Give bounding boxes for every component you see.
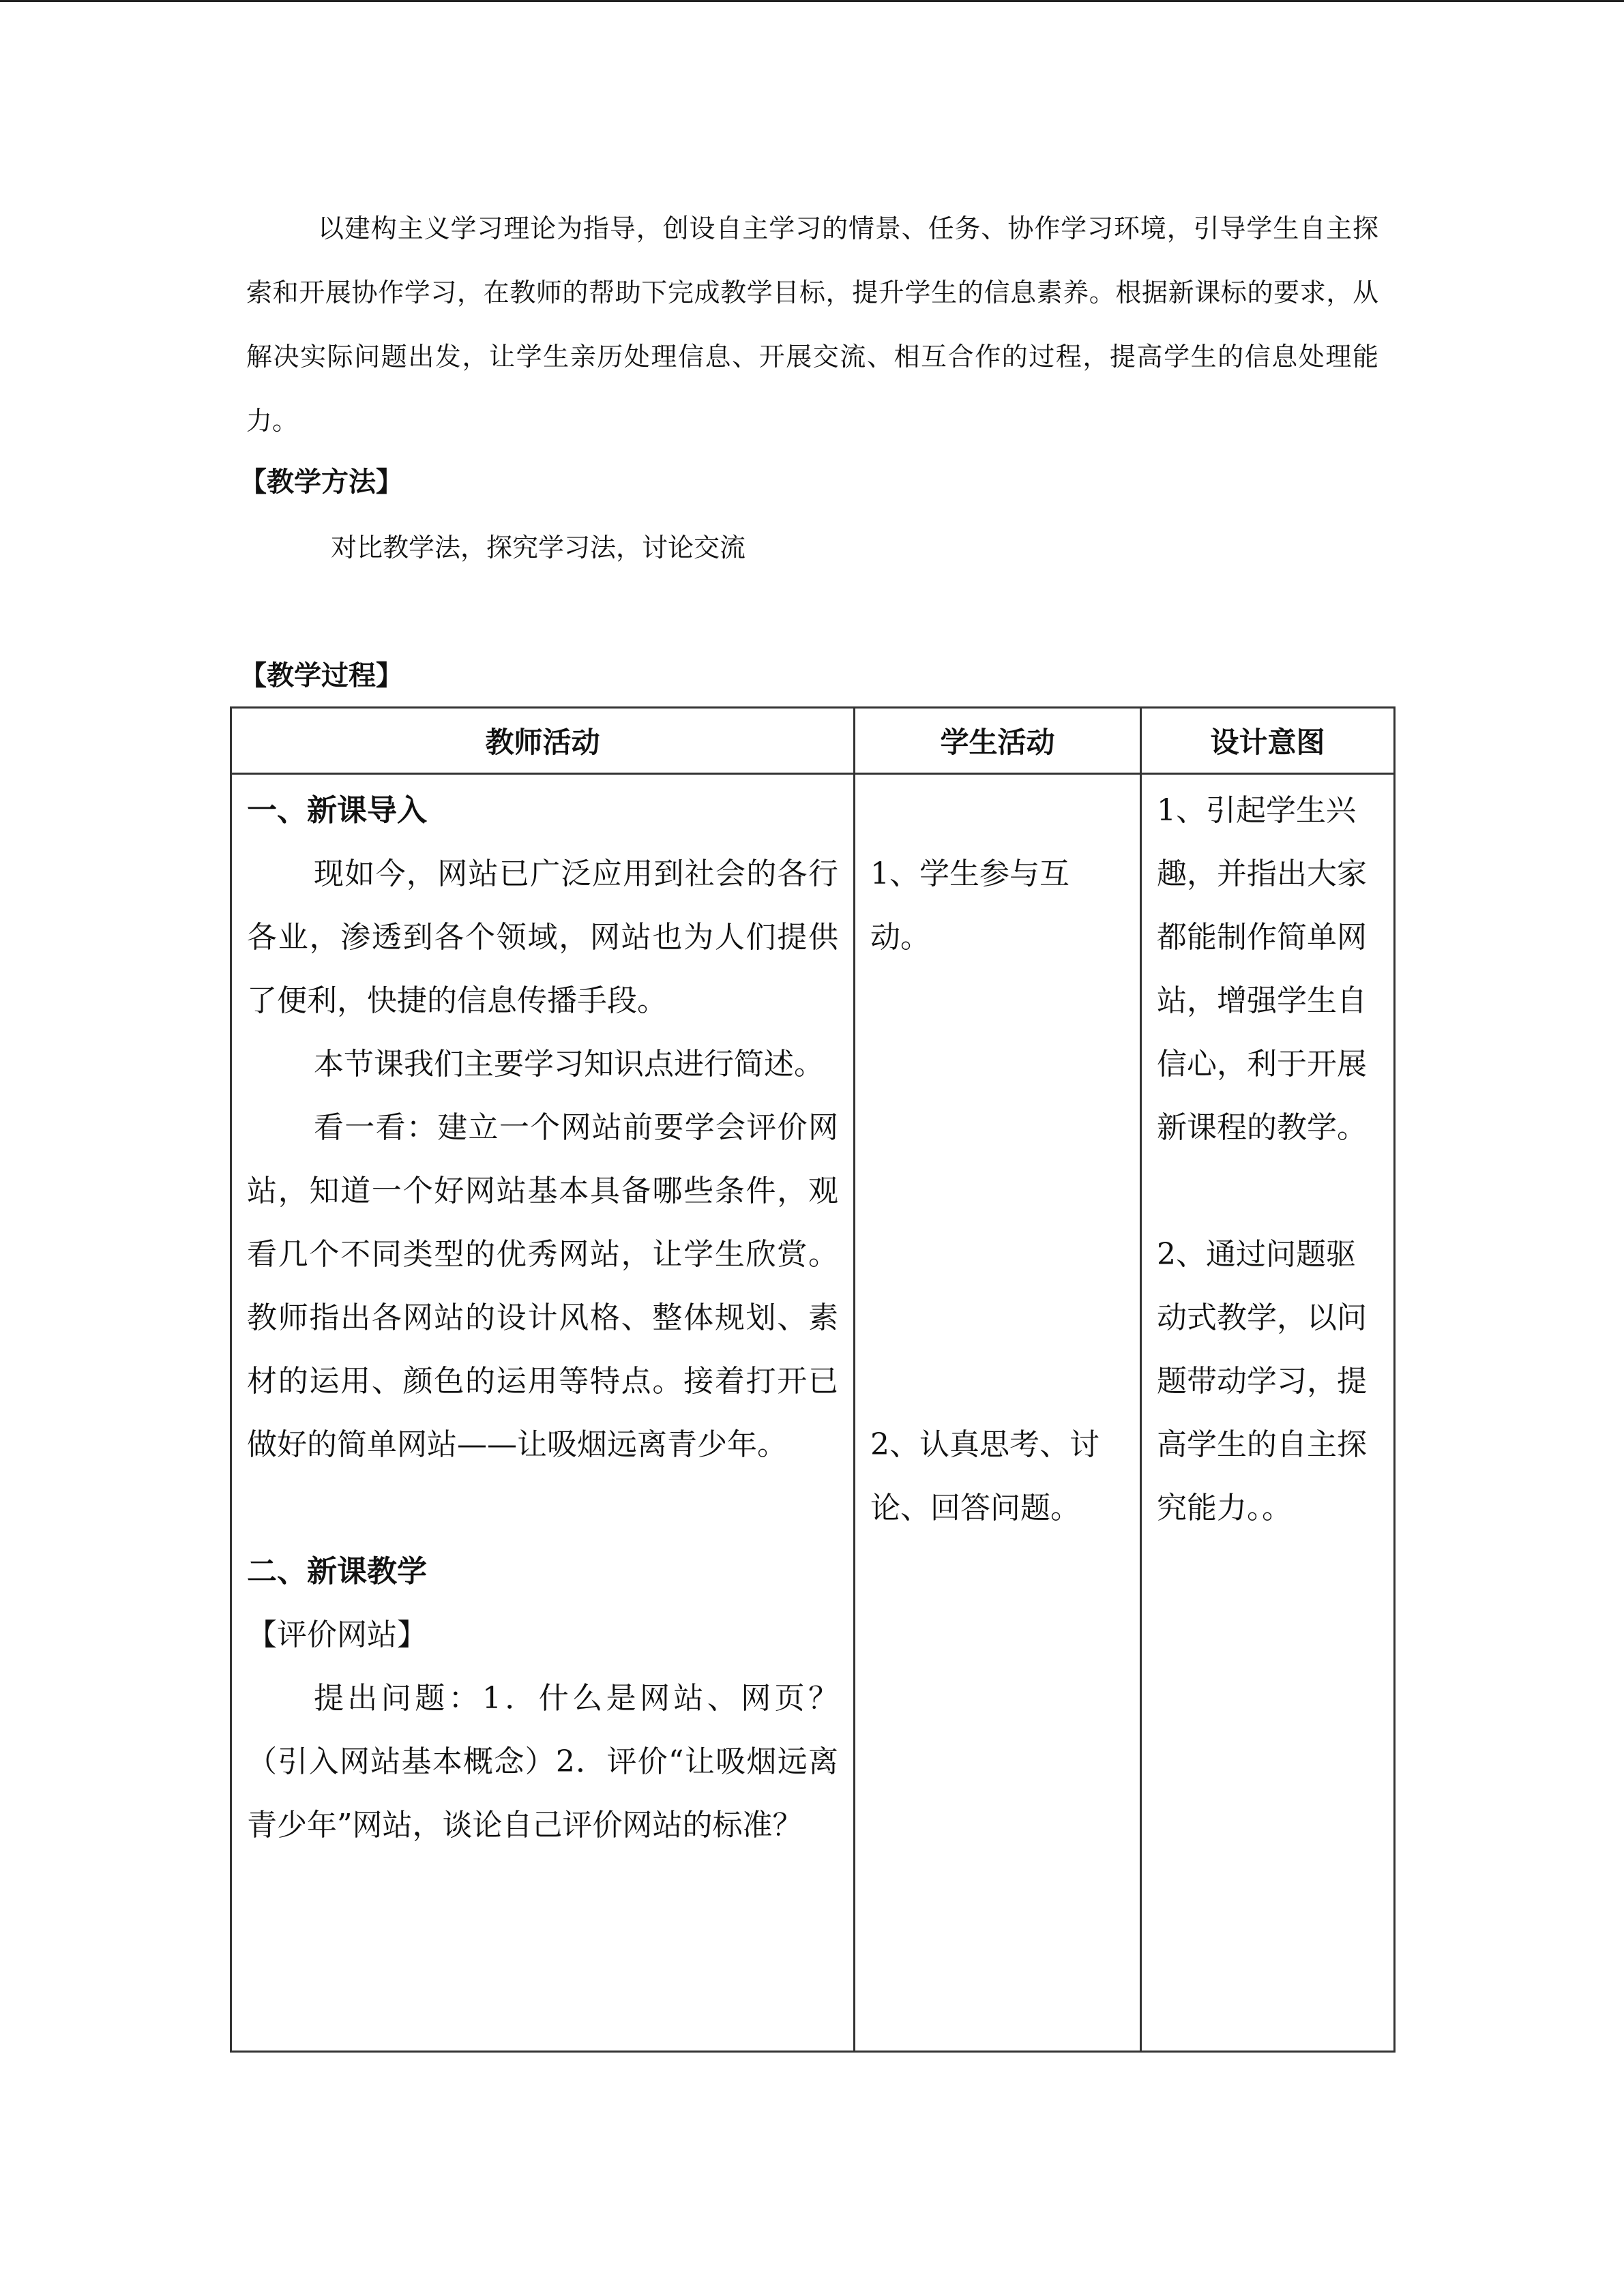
column-header-student: 学生活动 [855, 708, 1141, 774]
section-title-new-lesson-teaching: 二、新课教学 [247, 1554, 427, 1589]
intro-paragraph: 以建构主义学习理论为指导，创设自主学习的情景、任务、协作学习环境，引导学生自主探索和开展协作学习，在教师的帮助下完成教学目标，提升学生的信息素养。根据新课标的要求，从解决实际问题出发，让学生亲历处理信息、开展交流、相互合作的过程，提高学生的信息处理能力。 [246, 213, 1378, 436]
teaching-process-table [230, 706, 1396, 2053]
subsection-title-evaluate-website: 【评价网站】 [247, 1617, 427, 1652]
spacer [870, 1223, 1125, 1286]
spacer [870, 969, 1125, 1032]
design-intent-cell [1141, 774, 1395, 2052]
intro-section [246, 196, 1378, 453]
teacher-paragraph-1: 现如今，网站已广泛应用到社会的各行各业，渗透到各个领域，网站也为人们提供了便利，快捷的信息传播手段。 [247, 856, 838, 1018]
page-top-border [0, 0, 1624, 2]
spacer [870, 1096, 1125, 1159]
column-header-teacher: 教师活动 [231, 708, 855, 774]
method-heading: 【教学方法】 [239, 466, 403, 498]
student-activity-2: 2、认真思考、讨论、回答问题。 [870, 1427, 1099, 1525]
process-heading: 【教学过程】 [239, 659, 403, 691]
spacer [247, 1476, 838, 1540]
teacher-paragraph-3: 看一看：建立一个网站前要学会评价网站，知道一个好网站基本具备哪些条件，观看几个不同类型的优秀网站，让学生欣赏。教师指出各网站的设计风格、整体规划、素材的运用、颜色的运用等特点。接着打开已做好的简单网站——让吸烟远离青少年。 [247, 1110, 838, 1462]
spacer [870, 1159, 1125, 1223]
design-intent-2: 2、通过问题驱动式教学，以问题带动学习，提高学生的自主探究能力。。 [1157, 1237, 1367, 1525]
spacer [870, 1350, 1125, 1413]
table-row [231, 774, 1395, 2052]
student-activity-cell [855, 774, 1141, 2052]
spacer [1157, 1159, 1378, 1223]
section-title-new-lesson-intro: 一、新课导入 [247, 793, 427, 828]
design-intent-1: 1、引起学生兴趣，并指出大家都能制作简单网站，增强学生自信心，利于开展新课程的教学。 [1157, 793, 1367, 1145]
teacher-paragraph-2: 本节课我们主要学习知识点进行简述。 [314, 1047, 824, 1082]
student-activity-1: 1、学生参与互动。 [870, 856, 1069, 955]
method-text: 对比教学法，探究学习法，讨论交流 [331, 533, 746, 563]
teacher-activity-cell [231, 774, 855, 2052]
spacer [870, 1286, 1125, 1350]
column-header-intent: 设计意图 [1141, 708, 1395, 774]
spacer [870, 779, 1125, 842]
table-header-row [231, 708, 1395, 774]
spacer [870, 1032, 1125, 1096]
teacher-paragraph-4: 提出问题：1．什么是网站、网页？（引入网站基本概念）2．评价“让吸烟远离青少年”网站，谈论自己评价网站的标准？ [247, 1681, 838, 1843]
